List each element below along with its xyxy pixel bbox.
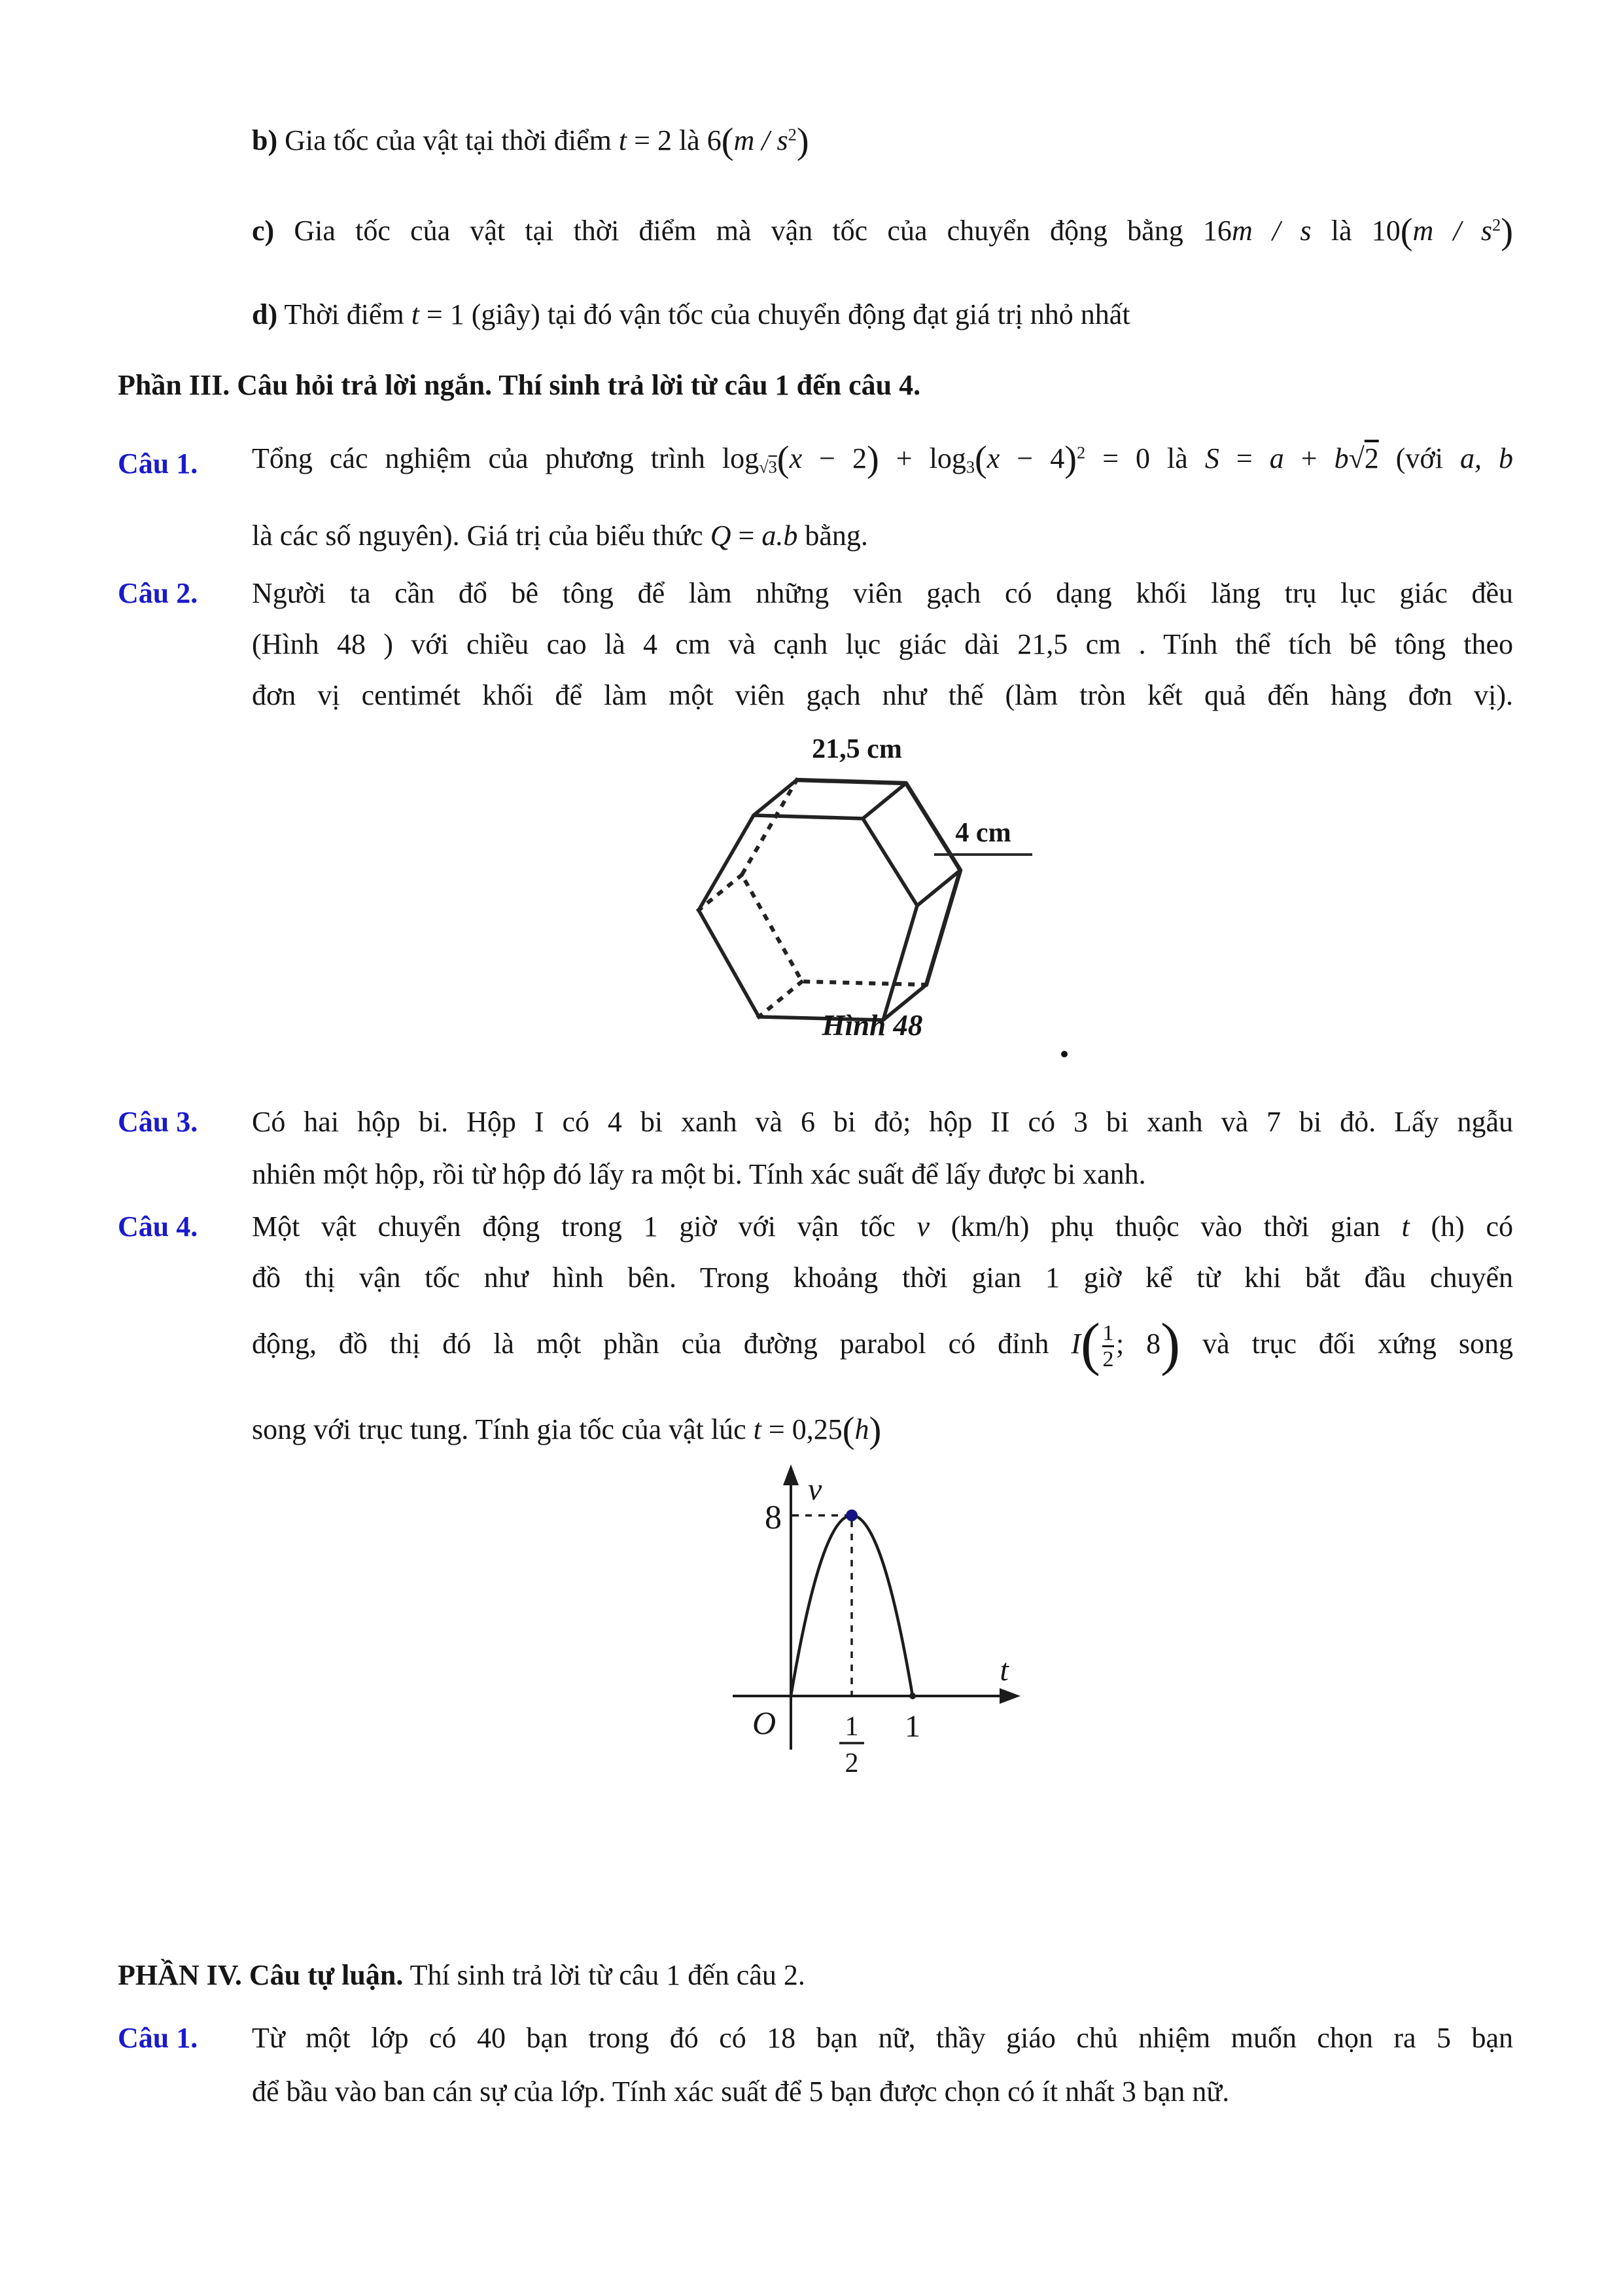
- vertex-dashed-guides: [792, 1515, 852, 1695]
- part3-heading: Phần III. Câu hỏi trả lời ngắn. Thí sinh trả lời từ câu 1 đến câu 4.: [118, 369, 921, 401]
- half-denominator: 2: [845, 1748, 859, 1778]
- statement-d: d) Thời điểm t = 1 (giây) tại đó vận tốc của chuyển động đạt giá trị nhỏ nhất: [252, 298, 1130, 330]
- v-axis-arrow: [783, 1464, 799, 1485]
- p4-q1-label: Câu 1.: [118, 2022, 198, 2054]
- q4-line4: song với trục tung. Tính gia tốc của vật lúc t = 0,25(h): [252, 1410, 882, 1451]
- q2-line2: (Hình 48 ) với chiều cao là 4 cm và cạnh lục giác dài 21,5 cm . Tính thể tích bê tông theo: [252, 628, 1513, 660]
- q3-line1: Có hai hộp bi. Hộp I có 4 bi xanh và 6 bi đỏ; hộp II có 3 bi xanh và 7 bi đỏ. Lấy ngẫu: [252, 1106, 1513, 1138]
- velocity-parabola-graph: [720, 1462, 1047, 1780]
- stray-period-dot: [1061, 1051, 1068, 1057]
- prism-lateral-edge-1: [754, 780, 797, 815]
- part4-heading: [118, 1956, 805, 1994]
- half-numerator: 1: [845, 1712, 859, 1742]
- p4-q1-line1: Từ một lớp có 40 bạn trong đó có 18 bạn nữ, thầy giáo chủ nhiệm muốn chọn ra 5 bạn: [252, 2022, 1513, 2054]
- p4-q1-line2: để bầu vào ban cán sự của lớp. Tính xác suất để 5 bạn được chọn có ít nhất 3 bạn nữ.: [252, 2075, 1230, 2108]
- q4-label: Câu 4.: [118, 1210, 198, 1243]
- prism-depth-dimension-label: 4 cm: [934, 817, 1032, 856]
- v-axis-label: v: [808, 1472, 822, 1507]
- prism-lateral-edge-2: [863, 783, 906, 819]
- q4-line1: Một vật chuyển động trong 1 giờ với vận tốc v (km/h) phụ thuộc vào thời gian t (h) có: [252, 1210, 1513, 1243]
- statement-b: b) Gia tốc của vật tại thời điểm t = 2 là $6(m / s^2)$: [252, 121, 809, 162]
- prism-top-dimension-label: 21,5 cm: [812, 734, 902, 764]
- q2-line1: Người ta cần đổ bê tông để làm những viên gạch có dạng khối lăng trụ lục giác đều: [252, 577, 1513, 609]
- q1-line1: Tổng các nghiệm của phương trình $\log_{√3}(x - 2) + \log_3(x - 4)^2 = 0$ là S = a + b√2 (với a, b: [252, 439, 1513, 480]
- t-axis-label: t: [1000, 1653, 1009, 1687]
- q3-line2: nhiên một hộp, rồi từ hộp đó lấy ra một bi. Tính xác suất để lấy được bi xanh.: [252, 1158, 1146, 1190]
- prism-back-visible-edges: [797, 780, 960, 985]
- figure48-caption: Hình 48: [822, 1009, 923, 1042]
- part4-heading-bold: PHẦN IV. Câu tự luận.: [118, 1959, 404, 1991]
- t-axis-arrow: [1000, 1688, 1021, 1704]
- one-label: 1: [905, 1709, 920, 1744]
- q2-line3: đơn vị centimét khối để làm một viên gạch như thế (làm tròn kết quả đến hàng đơn vị).: [252, 679, 1513, 711]
- q3-label: Câu 3.: [118, 1106, 198, 1138]
- vertex-point: [846, 1510, 858, 1521]
- q4-line2: đồ thị vận tốc như hình bên. Trong khoảng thời gian 1 giờ kể từ khi bắt đầu chuyển: [252, 1262, 1513, 1294]
- peak-value-label: 8: [765, 1499, 782, 1536]
- statement-c: c) Gia tốc của vật tại thời điểm mà vận tốc của chuyển động bằng 16m / s là $10(m / s^2)$: [252, 211, 1513, 253]
- origin-label: O: [752, 1704, 777, 1741]
- q1-line2: là các số nguyên). Giá trị của biểu thức Q = a.b bằng.: [252, 520, 868, 552]
- part4-heading-rest: Thí sinh trả lời từ câu 1 đến câu 2.: [403, 1959, 805, 1991]
- q1-label: Câu 1.: [118, 448, 198, 480]
- t-equals-1-tick: [909, 1693, 916, 1699]
- q4-line3: động, đồ thị đó là một phần của đường parabol có đỉnh I( $\frac{1}{2}$ ; 8) và trục đối xứng song: [252, 1311, 1513, 1377]
- q2-label: Câu 2.: [118, 577, 198, 609]
- prism-front-face: [699, 815, 917, 1020]
